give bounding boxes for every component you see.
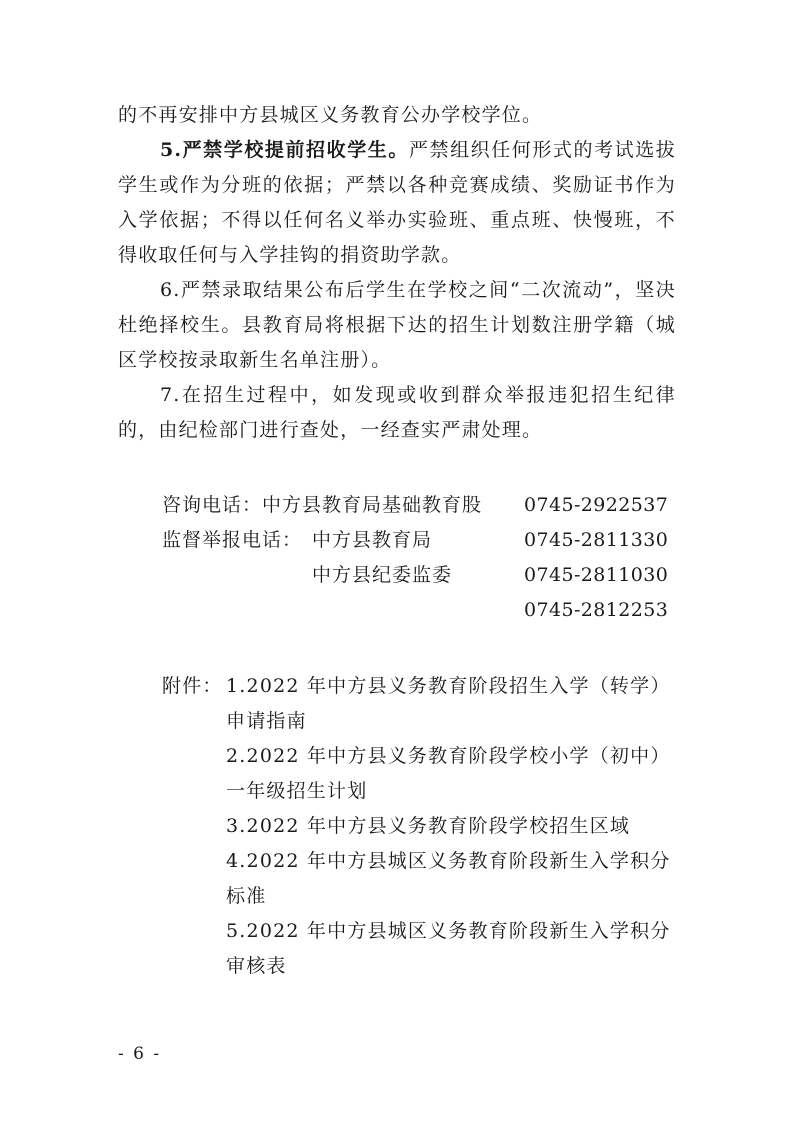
attachments-label: 附件： — [162, 675, 223, 697]
contact-row-supervise-2 — [162, 558, 682, 593]
body-text — [118, 98, 676, 448]
attachment-item: 1.2022 年中方县义务教育阶段招生入学（转学）申请指南 — [226, 675, 671, 732]
consult-name: 中方县教育局基础教育股 — [262, 494, 483, 516]
contact-row-consult — [162, 488, 682, 523]
paragraph-continuation-text: 的不再安排中方县城区义务教育公办学校学位。 — [118, 104, 543, 126]
paragraph-continuation — [118, 98, 676, 133]
paragraph-5 — [118, 133, 676, 273]
supervise-name-1: 中方县教育局 — [312, 529, 433, 551]
contact-block — [162, 488, 682, 628]
attachment-item: 4.2022 年中方县城区义务教育阶段新生入学积分标准 — [226, 850, 671, 907]
contact-row-supervise-3 — [162, 593, 682, 628]
supervise-number-2: 0745-2811030 — [524, 564, 669, 586]
consult-number: 0745-2922537 — [524, 494, 669, 516]
supervise-name-2: 中方县纪委监委 — [312, 564, 453, 586]
supervise-number-3: 0745-2812253 — [524, 599, 669, 621]
paragraph-6-text: 6.严禁录取结果公布后学生在学校之间“二次流动”，坚决杜绝择校生。县教育局将根据下达的招生计划数注册学籍（城区学校按录取新生名单注册）。 — [118, 279, 676, 371]
attachment-item: 5.2022 年中方县城区义务教育阶段新生入学积分审核表 — [226, 920, 671, 977]
paragraph-7 — [118, 378, 676, 448]
attachments-list — [226, 669, 676, 984]
page-number: - 6 - — [118, 1044, 162, 1064]
attachment-item: 3.2022 年中方县义务教育阶段学校招生区域 — [226, 815, 631, 837]
consult-label: 咨询电话： — [162, 494, 263, 516]
supervise-number-1: 0745-2811330 — [524, 529, 669, 551]
paragraph-7-text: 7.在招生过程中，如发现或收到群众举报违犯招生纪律的，由纪检部门进行查处，一经查实严肃处理。 — [118, 384, 676, 441]
contact-row-supervise-1 — [162, 523, 682, 558]
supervise-label: 监督举报电话： — [162, 529, 303, 551]
paragraph-6 — [118, 273, 676, 378]
attachment-item: 2.2022 年中方县义务教育阶段学校小学（初中）一年级招生计划 — [226, 745, 671, 802]
paragraph-5-heading: 5.严禁学校提前招收学生。 — [160, 139, 409, 161]
paragraph-5-text: 严禁组织任何形式的考试选拔学生或作为分班的依据；严禁以各种竞赛成绩、奖励证书作为入学依据；不得以任何名义举办实验班、重点班、快慢班，不得收取任何与入学挂钩的捐资助学款。 — [118, 139, 676, 266]
